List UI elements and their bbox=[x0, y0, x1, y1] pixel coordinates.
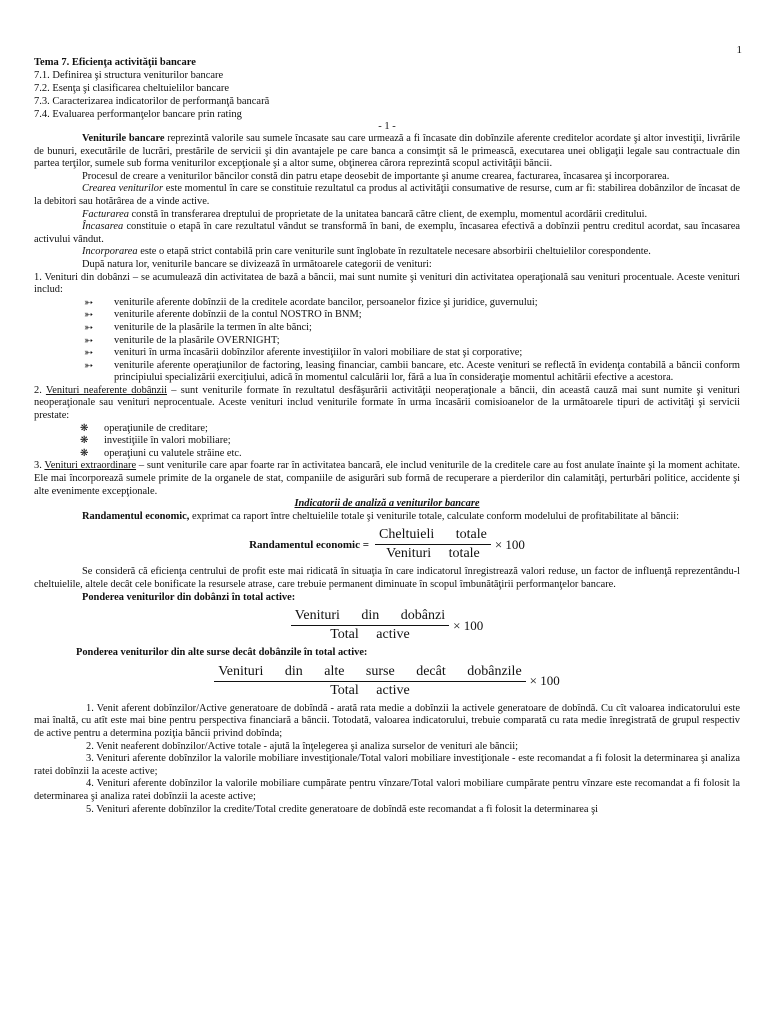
randament-paragraph bbox=[34, 511, 740, 524]
pondere-2-formula bbox=[34, 664, 740, 699]
fraction-numerator: Venituri din alte surse decât dobânzile bbox=[214, 664, 525, 682]
list-item-text: venituri în urma încasării dobînzilor aferente investiţiilor în valori mobiliare de stat şi corporative; bbox=[114, 347, 523, 359]
list-item-text: operaţiuni cu valutele străine etc. bbox=[104, 447, 242, 459]
list-item bbox=[34, 309, 740, 322]
topic-heading bbox=[34, 56, 740, 121]
stage-paragraph bbox=[34, 221, 740, 246]
fraction-denominator: Venituri totale bbox=[386, 546, 480, 562]
arrow-bullet-icon: ➳ bbox=[84, 321, 94, 334]
asterisk-bullet-icon: ❋ bbox=[80, 422, 89, 434]
fraction-numerator: Venituri din dobânzi bbox=[291, 608, 449, 626]
arrow-bullet-icon: ➳ bbox=[84, 334, 94, 347]
pondere-2-title: Ponderea veniturilor din alte surse decât dobânzile în total active: bbox=[76, 647, 368, 659]
list-item bbox=[34, 423, 740, 436]
stage-paragraph bbox=[34, 183, 740, 208]
stage-text: este momentul în care se constituie rezultatul ca produs al activităţii consumative de resurse, cum ar fi: stabilirea dobânzilor de încasat de la debitori sau hotărârea de a vinde active. bbox=[34, 183, 741, 207]
arrow-bullet-icon: ➳ bbox=[84, 359, 94, 372]
topic-item: 7.1. Definirea şi structura veniturilor bancare bbox=[34, 70, 224, 81]
list-item-text: operaţiunile de creditare; bbox=[104, 422, 208, 434]
stage-term: Incorporarea bbox=[82, 246, 138, 258]
multiplier: × 100 bbox=[529, 673, 560, 689]
fraction-denominator: Total active bbox=[330, 682, 410, 698]
category-2-list bbox=[34, 423, 740, 461]
section-marker: - 1 - bbox=[378, 121, 396, 132]
fraction-numerator: Cheltuieli totale bbox=[375, 527, 491, 545]
list-item-text: veniturile aferente dobînzii de la creditele acordate bancilor, persoanelor fizice şi juridice, guvernului; bbox=[114, 296, 538, 308]
category-1-list bbox=[34, 297, 740, 385]
randament-term: Randamentul economic, bbox=[82, 510, 190, 522]
pondere-1-formula bbox=[34, 608, 740, 643]
list-item bbox=[34, 435, 740, 448]
stage-text: este o etapă strict contabilă prin care veniturile sunt înglobate în rezultatele necesare absorbirii cheltuielilor corespondente. bbox=[137, 246, 651, 258]
category-3-term: Venituri extraordinare bbox=[44, 460, 137, 472]
list-item bbox=[34, 448, 740, 461]
asterisk-bullet-icon: ❋ bbox=[80, 435, 89, 447]
category-1-paragraph: 1. Venituri din dobânzi – se acumulează din activitatea de bază a băncii, mai sunt numite şi venituri din activitatea operaţională sau venituri procentuale. Aceste venituri includ: bbox=[34, 271, 740, 296]
stage-paragraph bbox=[34, 209, 740, 222]
stage-text: constituie o etapă în care rezultatul vândut se transformă în bani, de exemplu, încasarea efectivă a dobînzii pentru creditul acordat, sau încasarea activului vândut. bbox=[34, 221, 740, 245]
efficiency-paragraph: Se consideră că eficienţa centrului de profit este mai ridicată în situaţia în care indicatorul înregistrează valori reduse, un factor de influenţă reprezentându-l cheltuielile, altele decât cele bonificate la resursele atrase, care trebuie permanent diminuate în scopul îmbunătăţirii performanţelor bancare. bbox=[34, 566, 740, 590]
numbered-item: 2. Venit neaferent dobînzilor/Active totale - ajută la înţelegerea şi analiza surselor de venituri ale băncii; bbox=[86, 740, 518, 752]
numbered-item: 3. Venituri aferente dobînzilor la valorile mobiliare investiţionale/Total valori mobiliare investiţionale - este recomandat a fi folosit la determinarea şi analiza ratei dobînzii la aceste active; bbox=[34, 753, 740, 777]
process-paragraph: Procesul de creare a veniturilor băncilor constă din patru etape deosebit de importante şi anume crearea, facturarea, încasarea şi incorporarea. bbox=[82, 170, 670, 182]
pondere-1-title: Ponderea veniturilor din dobânzi în total active: bbox=[82, 591, 296, 603]
category-prefix: 2. bbox=[34, 384, 46, 396]
division-paragraph: După natura lor, veniturile bancare se divizează în următoarele categorii de venituri: bbox=[82, 258, 432, 270]
arrow-bullet-icon: ➳ bbox=[84, 296, 94, 309]
fraction bbox=[291, 608, 449, 643]
numbered-item: 1. Venit aferent dobînzilor/Active generatoare de dobîndă - arată rata medie a dobînzii la activele generatoare de dobîndă. Cu cît valoarea indicatorului este mai înaltă, cu atît este mai bine pentru perspectiva financiară a băncii. Totodată, valoarea indicatorului, trebuie comparată cu rata medie înregistrată de grupul respectiv de active pentru a determina poziţia băncii privind dobînda; bbox=[34, 702, 740, 739]
list-item bbox=[34, 360, 740, 385]
page-number: 1 bbox=[736, 44, 742, 56]
list-item-text: veniturile aferente dobînzii de la contul NOSTRO în BNM; bbox=[114, 309, 362, 321]
topic-item: 7.2. Esenţa şi clasificarea cheltuielilor bancare bbox=[34, 83, 230, 94]
multiplier: × 100 bbox=[453, 617, 484, 633]
category-prefix: 3. bbox=[34, 460, 45, 472]
category-2-paragraph bbox=[34, 385, 740, 423]
list-item bbox=[34, 335, 740, 348]
intro-term: Veniturile bancare bbox=[82, 133, 165, 144]
intro-text: reprezintă valorile sau sumele încasate sau care urmează a fi încasate din dobînzile aferente creditelor acordate şi altor investiţii, livrările de bunuri, executările de lucrări, prestările de servicii şi din avantajele pe care banca a consimţit să le primească, executarea unei obligaţii legale sau contractuale din partea terţilor, sumele sub forma veniturilor excepţionale şi a altor sume, obţinerea cărora reprezintă scopul activităţii băncii. bbox=[34, 133, 741, 170]
indicators-title: Indicatorii de analiză a veniturilor bancare bbox=[294, 498, 480, 510]
fraction bbox=[375, 527, 491, 562]
topic-title: Tema 7. Eficienţa activităţii bancare bbox=[34, 57, 196, 68]
randament-formula bbox=[34, 527, 740, 562]
stage-text: constă în transferarea dreptului de proprietate de la unitatea bancară către client, de exemplu, momentul acordării creditului. bbox=[128, 208, 648, 220]
stage-term: Facturarea bbox=[82, 208, 129, 220]
list-item bbox=[34, 322, 740, 335]
list-item-text: veniturile aferente operaţiunilor de factoring, leasing financiar, cambii bancare, etc. Aceste venituri se reflectă în evidenţa contabilă a băncii conform principiului specializării exerciţiului, adică în momentul calculării lor, fără a lua în consideraţie momentul achitării efective a acestora. bbox=[114, 359, 740, 384]
randament-text: exprimat ca raport între cheltuielile totale şi veniturile totale, calculate conform modelului de profitabilitate al băncii: bbox=[189, 510, 679, 522]
list-item bbox=[34, 347, 740, 360]
asterisk-bullet-icon: ❋ bbox=[80, 447, 89, 459]
numbered-item: 4. Venituri aferente dobînzilor la valorile mobiliare cumpărate pentru vînzare/Total valori mobiliare cumpărate pentru vînzare este recomandat a fi folosit la determinarea şi analiza ratei dobînzii la aceste active; bbox=[34, 778, 740, 802]
intro-paragraph bbox=[34, 133, 740, 171]
category-2-term: Venituri neaferente dobânzii bbox=[45, 384, 168, 396]
category-3-text: – sunt veniturile care apar foarte rar în activitatea bancară, ele includ veniturile de la creditele care au fost anulate înainte şi la moment achitate. Ele mai încorporează sumele primite de la organele de stat, companiile de asigurări sub formă de recuperare a pierderilor din calamităţi, perturbări politice, accidente şi alte evenimente excepţionale. bbox=[34, 460, 740, 497]
multiplier: × 100 bbox=[494, 536, 525, 552]
topic-item: 7.3. Caracterizarea indicatorilor de performanţă bancară bbox=[34, 96, 270, 107]
fraction-denominator: Total active bbox=[330, 627, 410, 643]
formula-label: Randamentul economic = bbox=[249, 538, 370, 551]
stage-term: Încasarea bbox=[82, 221, 124, 233]
stage-term: Crearea veniturilor bbox=[82, 183, 164, 195]
category-2-text: – sunt veniturile formate în rezultatul desfăşurării activităţii neoperaţionale a băncii, din această cauză mai sunt numite şi venituri neoperaţionale sau venituri neprocentuale. Aceste venituri includ veniturile formate în urma încasării comisioanelor de la următoarele tipuri de activităţi şi servicii prestate: bbox=[34, 384, 740, 422]
list-item-text: veniturile de la plasările la termen în alte bănci; bbox=[114, 321, 312, 333]
list-item bbox=[34, 297, 740, 310]
stage-paragraph bbox=[34, 246, 740, 259]
list-item-text: veniturile de la plasările OVERNIGHT; bbox=[114, 334, 280, 346]
category-3-paragraph bbox=[34, 460, 740, 498]
list-item-text: investiţiile în valori mobiliare; bbox=[104, 435, 231, 447]
fraction bbox=[214, 664, 525, 699]
numbered-item: 5. Venituri aferente dobînzilor la credite/Total credite generatoare de dobîndă este recomandat a fi folosit la determinarea şi bbox=[86, 803, 599, 815]
topic-item: 7.4. Evaluarea performanţelor bancare prin rating bbox=[34, 109, 242, 120]
arrow-bullet-icon: ➳ bbox=[84, 347, 94, 360]
arrow-bullet-icon: ➳ bbox=[84, 309, 94, 322]
